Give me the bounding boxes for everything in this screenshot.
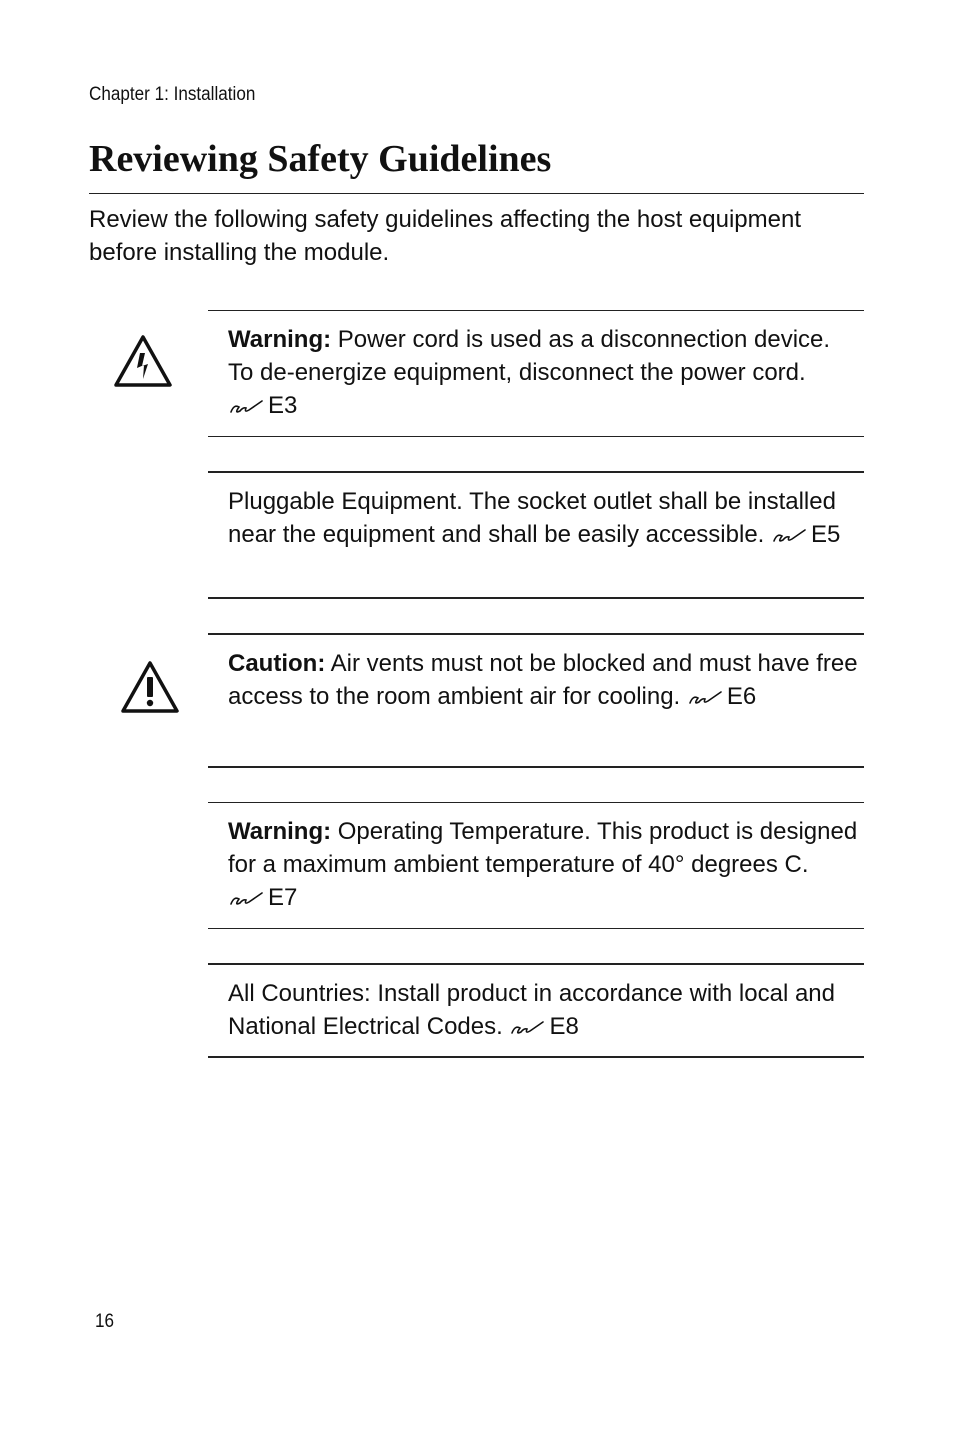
note-text: Air vents must not be blocked and must have free access to the room ambient air for cooling. [228, 650, 858, 710]
reference-pen-icon [509, 1019, 547, 1037]
safety-note-5 [208, 963, 864, 1058]
safety-note-1 [208, 310, 864, 437]
caution-exclamation-icon [120, 660, 180, 719]
note-text: All Countries: Install product in accordance with local and National Electrical Codes. [228, 980, 835, 1040]
reference-code: E7 [268, 884, 298, 911]
note-text: Operating Temperature. This product is designed for a maximum ambient temperature of 40° degrees C. [228, 818, 858, 878]
electrical-hazard-warning-icon [113, 334, 173, 393]
note-text: Pluggable Equipment. The socket outlet shall be installed near the equipment and shall be easily accessible. [228, 488, 836, 548]
reference-code: E6 [726, 683, 757, 710]
note-label: Warning: [228, 326, 332, 353]
page-title: Reviewing Safety Guidelines [89, 138, 552, 180]
intro-paragraph: Review the following safety guidelines affecting the host equipment before installing the module. [89, 206, 801, 266]
title-rule [89, 193, 864, 194]
note-label: Warning: [228, 818, 332, 845]
safety-note-3 [208, 633, 864, 768]
reference-pen-icon [687, 689, 725, 707]
safety-note-2 [208, 471, 864, 599]
reference-pen-icon [771, 527, 809, 545]
reference-marker [228, 884, 297, 911]
note-text: Power cord is used as a disconnection device. To de-energize equipment, disconnect the power cord. [228, 326, 831, 386]
safety-note-4 [208, 802, 864, 929]
reference-code: E3 [268, 392, 298, 419]
reference-marker [228, 392, 297, 419]
reference-marker [509, 1013, 578, 1040]
reference-marker [687, 683, 756, 710]
note-label: Caution: [228, 650, 326, 677]
reference-marker [771, 521, 840, 548]
chapter-header: Chapter 1: Installation [89, 84, 256, 105]
reference-pen-icon [228, 890, 266, 908]
page-number: 16 [95, 1311, 115, 1332]
reference-code: E8 [549, 1013, 579, 1040]
reference-code: E5 [811, 521, 841, 548]
reference-pen-icon [228, 398, 266, 416]
